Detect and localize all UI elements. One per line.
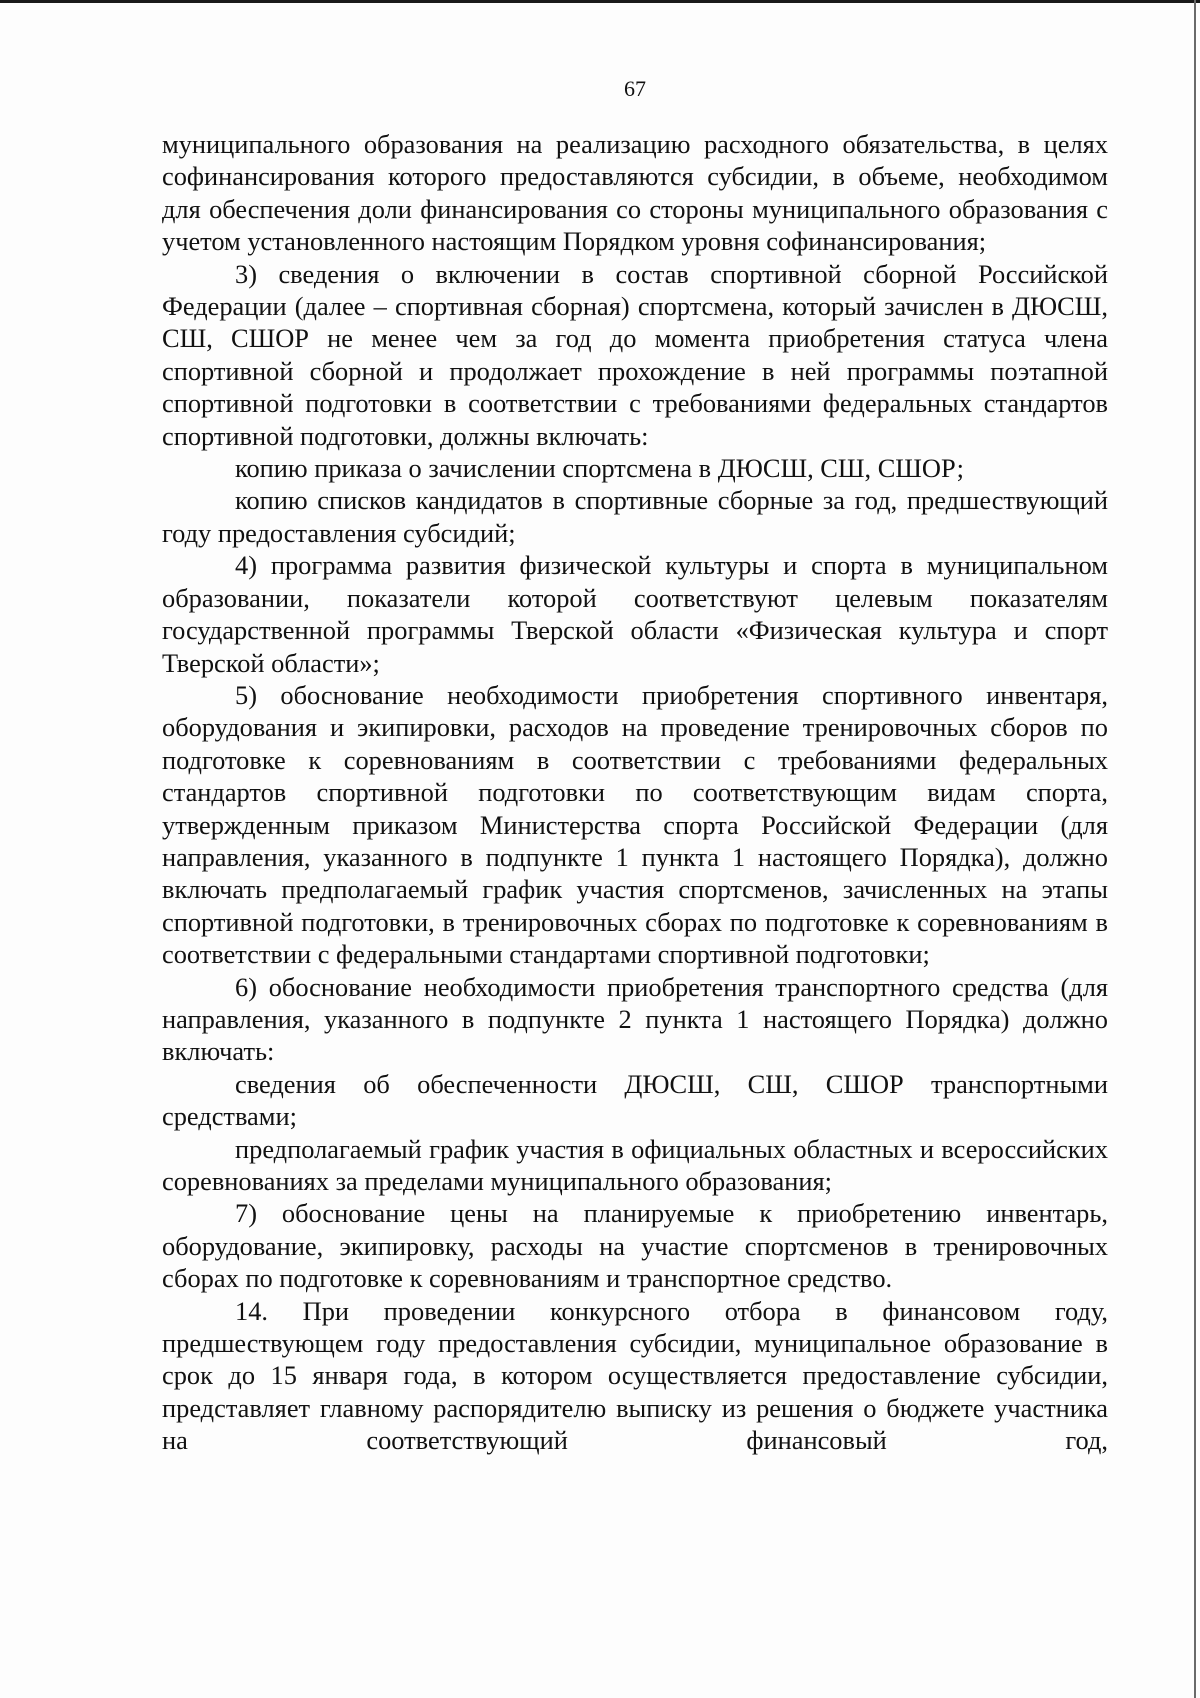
paragraph-item-3: 3) сведения о включении в состав спортивной сборной Российской Федерации (далее – спортивная сборная) спортсмена, который зачислен в ДЮСШ, СШ, СШОР не менее чем за год до момента приобретения статуса члена спортивной сборной и продолжает прохождение в ней программы поэтапной спортивной подготовки в соответствии с требованиями федеральных стандартов спортивной подготовки, должны включать:	[162, 258, 1108, 451]
paragraph-continuation: муниципального образования на реализацию расходного обязательства, в целях софинансирования которого предоставляются субсидии, в объеме, необходимом для обеспечения доли финансирования со стороны муниципального образования с учетом установленного настоящим Порядком уровня софинансирования;	[162, 129, 1108, 257]
paragraph-section-14: 14. При проведении конкурсного отбора в финансовом году, предшествующем году предоставления субсидии, муниципальное образование в срок до 15 января года, в котором осуществляется предоставление субсидии, представляет главному распорядителю выписку из решения о бюджете участника на соответствующий финансовый год,	[162, 1295, 1108, 1456]
paragraph-item-4: 4) программа развития физической культуры и спорта в муниципальном образовании, показатели которой соответствуют целевым показателям государственной программы Тверской области «Физическая культура и спорт Тверской области»;	[162, 550, 1108, 678]
paragraph-transport-info: сведения об обеспеченности ДЮСШ, СШ, СШОР транспортными средствами;	[162, 1068, 1108, 1132]
paragraph-item-6: 6) обоснование необходимости приобретения транспортного средства (для направления, указанного в подпункте 2 пункта 1 настоящего Порядка) должно включать:	[162, 971, 1108, 1067]
paragraph-item-5: 5) обоснование необходимости приобретения спортивного инвентаря, оборудования и экипировки, расходов на проведение тренировочных сборов по подготовке к соревнованиям в соответствии с требованиями федеральных стандартов спортивной подготовки по соответствующим видам спорта, утвержденным приказом Министерства спорта Российской Федерации (для направления, указанного в подпункте 1 пункта 1 настоящего Порядка), должно включать предполагаемый график участия спортсменов, зачисленных на этапы спортивной подготовки, в тренировочных сборах по подготовке к соревнованиям в соответствии с федеральными стандартами спортивной подготовки;	[162, 679, 1108, 970]
document-body	[162, 128, 1108, 1457]
paragraph-competition-schedule: предполагаемый график участия в официальных областных и всероссийских соревнованиях за пределами муниципального образования;	[162, 1133, 1108, 1196]
scan-edge-right	[1194, 0, 1196, 1698]
paragraph-item-7: 7) обоснование цены на планируемые к приобретению инвентарь, оборудование, экипировку, расходы на участие спортсменов в тренировочных сборах по подготовке к соревнованиям и транспортное средство.	[162, 1198, 1108, 1294]
scan-edge-top	[0, 0, 1200, 3]
paragraph-order-copy: копию приказа о зачислении спортсмена в ДЮСШ, СШ, СШОР;	[235, 453, 964, 484]
page-number: 67	[624, 76, 646, 101]
paragraph-candidates-list: копию списков кандидатов в спортивные сборные за год, предшествующий году предоставления субсидий;	[162, 485, 1108, 548]
